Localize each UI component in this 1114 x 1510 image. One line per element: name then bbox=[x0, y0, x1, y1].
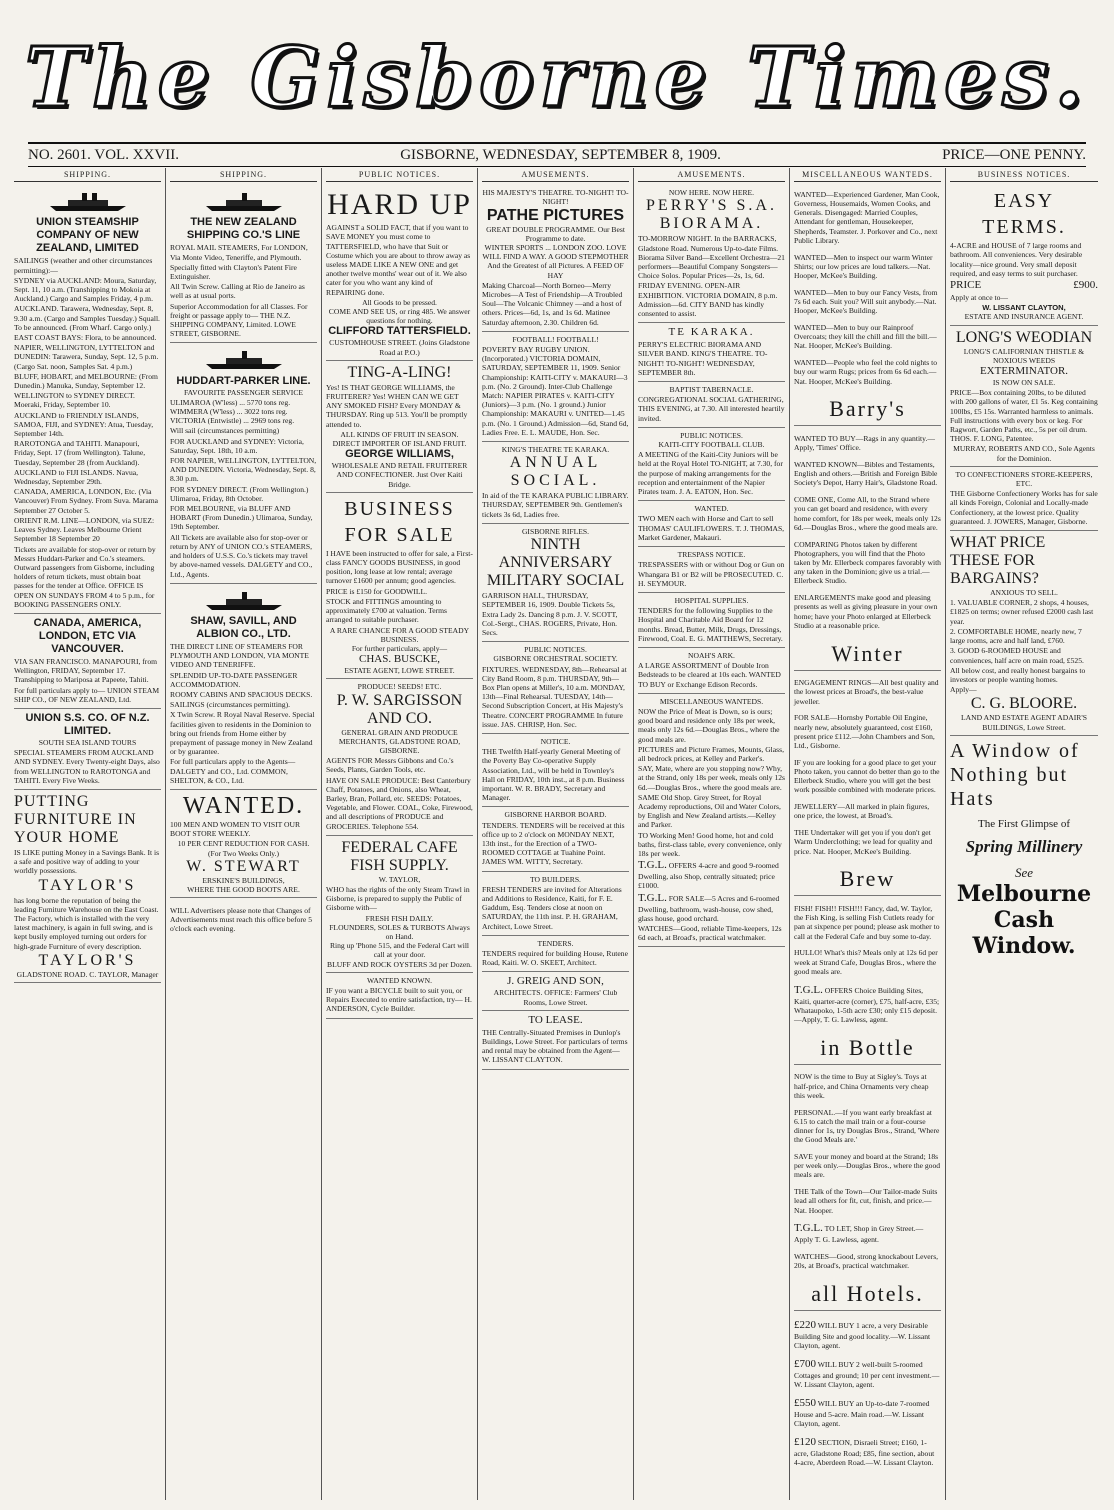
advertisers-notice: WILL Advertisers please note that Changes of Advertisements must reach this office before 5 o'clock each evening. bbox=[170, 905, 312, 934]
noahs-ark-notice bbox=[638, 648, 785, 694]
ad-heading: UNION S.S. CO. OF N.Z. LIMITED. bbox=[25, 711, 150, 737]
ad-text: Making Charcoal—North Borneo—Merry Microbes—A Test of Friendship—A Troubled Soul—The Volcanic Chimney —and a host of others. Prices—6d, 1s, and 1s 6d. Matinee Saturday afternoon, 2.30. Children 6d. bbox=[482, 280, 623, 327]
ad-text: ROYAL MAIL STEAMERS, For LONDON, Via Monte Video, Teneriffe, and Plymouth. bbox=[170, 243, 308, 262]
ad-text: 4-ACRE and HOUSE of 7 large rooms and bathroom. All conveniences. Very desirable locality—nice ground. Very small deposit required, and easy terms to suit purchaser. bbox=[950, 241, 1083, 278]
ad-subheading: KING'S THEATRE TE KARAKA. bbox=[501, 445, 610, 455]
column-heading: BUSINESS NOTICES. bbox=[950, 168, 1098, 182]
ad-text: In aid of the TE KARAKA PUBLIC LIBRARY. THURSDAY, SEPTEMBER 9th. Gentlemen's tickets 3s 6d, Ladies free. bbox=[482, 491, 629, 519]
ad-text: SAILINGS (circumstances permitting). bbox=[170, 700, 290, 710]
ad-text: Apply— bbox=[950, 685, 977, 695]
ad-text: MURRAY, ROBERTS AND CO., Sole Agents for the Dominion. bbox=[953, 444, 1095, 463]
ad-text: PERRY'S ELECTRIC BIORAMA AND SILVER BAND. KING'S THEATRE. TO-NIGHT! TO-NIGHT! WEDNESDAY, SEPTEMBER 8th. bbox=[638, 340, 768, 377]
ad-text: See bbox=[1014, 864, 1034, 880]
ad-text: All Twin Screw. Calling at Rio de Janeiro as well as at usual ports. bbox=[170, 282, 305, 301]
ad-heading: PUTTING FURNITURE IN YOUR HOME bbox=[14, 792, 137, 846]
trespass-notice bbox=[638, 547, 785, 593]
ad-text: WINTER SPORTS ... LONDON ZOO. LOVE WILL FIND A WAY. A GOOD STEPMOTHER bbox=[482, 243, 629, 262]
ad-text: AGENTS FOR Messrs Gibbons and Co.'s Seeds, Plants, Garden Tools, etc. bbox=[326, 756, 454, 775]
ad-subheading: GISBORNE RIFLES. bbox=[521, 526, 590, 536]
issue-number: NO. 2601. VOL. XXVII. bbox=[28, 146, 179, 163]
ad-text: GREAT DOUBLE PROGRAMME. Our Best Programme to date. bbox=[486, 224, 625, 243]
pathe-pictures-ad bbox=[482, 185, 629, 332]
ad-text: WILL BUY 2 well-built 5-roomed Cottages and ground; 10 per cent investment.—W. Lissant Clayton, agent. bbox=[794, 1359, 940, 1390]
price-figure: £700 bbox=[794, 1357, 816, 1370]
tgl-initials: T.G.L. bbox=[638, 859, 667, 872]
ad-text: FOR SALE—Hornsby Portable Oil Engine, nearly new, absolutely guaranteed, cost £160, present price £112.—John Chambers and Son, Ltd., Gisborne. bbox=[794, 713, 935, 751]
rifles-social-ad bbox=[482, 524, 629, 642]
ad-text: TO Working Men! Good home, hot and cold baths, first-class table, every convenience, only 18s per week. bbox=[638, 830, 782, 858]
ad-subheading: PRODUCE! SEEDS! ETC. bbox=[357, 682, 442, 692]
ad-heading: HARD UP bbox=[327, 188, 472, 222]
ad-address: ESTATE AND INSURANCE AGENT. bbox=[964, 312, 1084, 322]
ad-text: X Twin Screw. R Royal Naval Reserve. Special facilities given to residents in the Dominion to bring out friends from Home either by prepayment of passage money in New Zealand or by guarantee. bbox=[170, 710, 315, 757]
ad-text: GARRISON HALL, THURSDAY, SEPTEMBER 16, 1909. Double Tickets 5s, Extra Lady 2s. Dancing 8 p.m. J. V. SCOTT, Col.-Sergt., CHAS. ROGERS, Private, Hon. Secs. bbox=[482, 591, 618, 637]
price-line bbox=[950, 279, 1098, 292]
ad-text: A RARE CHANCE FOR A GOOD STEADY BUSINESS. bbox=[329, 625, 470, 644]
ad-heading: EXTERMINATOR. bbox=[979, 365, 1069, 378]
ad-text: IS LIKE putting Money in a Savings Bank. It is a safe and positive way of adding to your worldly possessions. bbox=[14, 847, 160, 876]
price-figure: £550 bbox=[794, 1396, 816, 1409]
ad-text: HAVE ON SALE PRODUCE: Best Canterbury Chaff, Potatoes, and Onions, also Wheat, Barley, Bran, Pollard, etc. SEEDS: Potatoes, Vegetable, and Flower. COAL, Coke, Firewood, and all descriptions of PRODUCE and GROCERIES. Telephone 554. bbox=[326, 775, 473, 831]
business-for-sale-ad bbox=[326, 493, 473, 679]
sargisson-ad bbox=[326, 679, 473, 835]
ad-text: Superior Accommodation for all Classes. For freight or passage apply to— THE N.Z. SHIPPING COMPANY, Limited. LOWE STREET, GISBORNE. bbox=[170, 301, 308, 339]
tattersfield-ad bbox=[326, 185, 473, 361]
ad-text: THE DIRECT LINE OF STEAMERS FOR PLYMOUTH AND LONDON, VIA MONTE VIDEO AND TENERIFFE. bbox=[170, 641, 309, 670]
ad-text: WILL BUY an Up-to-date 7-roomed House and 5-acre. Main road.—W. Lissant Clayton, agent. bbox=[794, 1398, 930, 1429]
ad-text: NAPIER, WELLINGTON, LYTTELTON and DUNEDIN: Tarawera, Sunday, Sept. 12, 5 p.m. (Cargo Sat. noon, Samples Sat. 4 p.m.) bbox=[14, 343, 159, 371]
nz-shipping-ad bbox=[170, 185, 317, 343]
melbourne-hats-ad bbox=[950, 736, 1098, 962]
tgl-initials: T.G.L. bbox=[638, 891, 667, 904]
ad-brand: TAYLOR'S bbox=[38, 876, 137, 894]
ad-text: IF you are looking for a good place to get your Photo taken, you cannot do better than go to the Ellerbeck Studio, where you will get the best work possible combined with moderate prices. bbox=[794, 757, 940, 795]
column-heading: AMUSEMENTS. bbox=[638, 168, 785, 182]
ad-heading: UNION STEAMSHIP COMPANY OF NEW ZEALAND, LIMITED bbox=[36, 216, 139, 255]
perrys-biorama-ad bbox=[638, 185, 785, 323]
union-steamship-ad bbox=[14, 185, 161, 614]
ad-heading: EASY TERMS. bbox=[982, 190, 1066, 239]
ad-text: WANTED KNOWN—Bibles and Testaments, English and others.—British and Foreign Bible Society's Depot, Harry Hair's, Gladstone Road. bbox=[794, 460, 938, 488]
ad-subheading: HIS MAJESTY'S THEATRE. TO-NIGHT! TO-NIGHT! bbox=[482, 188, 629, 207]
ad-text: BLUFF, HOBART, and MELBOURNE: (From Dunedin.) Manuka, Sunday, September 12. bbox=[14, 371, 158, 391]
ad-text: AUCKLAND. Tarawera, Wednesday, Sept. 8, 9.30 a.m. (Cargo and Samples Tuesday.) Squall. To be announced. (From Wharf. Cargo only.) bbox=[14, 304, 160, 332]
ad-text: FOR SALE—5 Acres and 6-roomed Dwelling, bathroom, wash-house, cow shed, glass house, good orchard. bbox=[638, 893, 780, 923]
ad-text: AUCKLAND to FIJI ISLANDS. Navua, Wednesday, September 29th. bbox=[14, 467, 139, 487]
ad-text: Apply at once to— bbox=[950, 293, 1008, 303]
column-heading: PUBLIC NOTICES. bbox=[326, 168, 473, 182]
ad-text: ULIMAROA (W'less) ... 5770 tons reg. WIMMERA (W'less) ... 3022 tons reg. VICTORIA (Entwistle) ... 2969 tons reg. bbox=[170, 397, 295, 426]
ad-brand: W. TAYLOR, bbox=[378, 874, 421, 884]
ad-address: GLADSTONE ROAD. C. TAYLOR, Manager bbox=[16, 969, 159, 979]
ad-text: A LARGE ASSORTMENT of Double Iron Bedsteads to be cleared at 10s each. WANTED TO BUY or Exchange Edison Records. bbox=[638, 661, 781, 689]
ad-text: (For Two Weeks Only.) bbox=[207, 848, 280, 858]
ad-text: THE Gisborne Confectionery Works has for sale all kinds Foreign, Colonial and Locally-made Confectionery, at the lowest price. Quality guaranteed. J. JOWERS, Manager, Gisborne. bbox=[950, 489, 1098, 526]
ad-text: 1. VALUABLE CORNER, 2 shops, 4 houses, £1825 on terms; owner refused £2000 cash last year. bbox=[950, 598, 1094, 626]
anderson-cycle-ad bbox=[326, 973, 473, 1019]
ad-text: EAST COAST BAYS: Flora, to be announced. bbox=[14, 333, 157, 343]
ad-heading: GISBORNE ORCHESTRAL SOCIETY. bbox=[493, 654, 618, 664]
price-label: PRICE bbox=[950, 279, 982, 292]
tgl-initials: T.G.L. bbox=[794, 983, 823, 996]
ad-text: FOR SYDNEY DIRECT. (From Wellington.) Ulimaroa, Friday, 8th October. bbox=[170, 484, 309, 503]
ad-address: CUSTOMHOUSE STREET. (Joins Gladstone Road at P.O.) bbox=[329, 338, 470, 357]
masthead bbox=[10, 18, 1104, 138]
confectioners-ad bbox=[950, 467, 1098, 531]
ad-text: WATCHES—Good, strong knockabout Levers, 20s, at Broad's, practical watchmaker. bbox=[794, 1252, 939, 1271]
longs-weodian-ad bbox=[950, 326, 1098, 467]
ad-heading: PATHE PICTURES bbox=[486, 206, 625, 224]
ad-brand: P. W. SARGISSON AND CO. bbox=[336, 691, 463, 727]
ad-text: AUCKLAND to FRIENDLY ISLANDS, SAMOA, FIJI, and SYDNEY: Atua, Tuesday, September 14th. bbox=[14, 410, 154, 439]
ad-text: FRESH TENDERS are invited for Alterations and Additions to Residence, Kaiti, for F. E. Gaddum, Esq. Tenders close at noon on SATURDAY, the 11th inst. P. H. GRAHAM, Architect, Lowe Street. bbox=[482, 884, 622, 931]
ad-heading: TE KARAKA. bbox=[668, 326, 755, 339]
ad-text: JEWELLERY—All marked in plain figures, one price, the lowest, at Broad's. bbox=[794, 802, 930, 821]
ad-text: TENDERS. TENDERS will be received at this office up to 2 o'clock on MONDAY NEXT, 13th inst., for the Erection of a TWO-ROOMED COTTAGE at Tuahine Point. JAMES WM. WITTY, Secretary. bbox=[482, 820, 625, 867]
ad-heading: TRESPASS NOTICE. bbox=[677, 550, 746, 560]
ad-heading: HUDDART-PARKER LINE. bbox=[176, 374, 311, 387]
ad-text: SECTION, Disraeli Street; £160, 1-acre, Gladstone Road; £85, fine section, about 4-acre, Aberdeen Road.—W. Lissant Clayton. bbox=[794, 1437, 935, 1468]
ad-text: All Tickets are available also for stop-over or return by ANY of UNION CO.'s STEAMERS, and holders of U.S.S. Co.'s tickets may travel by above-named vessels. DALGETY and CO., Ltd., Agents. bbox=[170, 532, 313, 579]
cooperative-notice bbox=[482, 734, 629, 807]
ad-subheading: FAVOURITE PASSENGER SERVICE bbox=[183, 387, 304, 397]
ad-text: TENDERS required for building House, Rutene Road, Kaiti. W. O. SKEET, Architect. bbox=[482, 949, 628, 968]
ad-brand: CHAS. BUSCKE, bbox=[359, 653, 440, 666]
section-heading: MISCELLANEOUS WANTEDS. bbox=[659, 696, 764, 706]
ad-tagline: WHERE THE GOOD BOOTS ARE. bbox=[187, 884, 300, 894]
ad-heading: Spring Millinery bbox=[965, 836, 1083, 856]
ad-heading: J. GREIG AND SON, bbox=[507, 975, 604, 988]
ad-heading: NOAH'S ARK. bbox=[688, 650, 735, 660]
ad-text: ENGAGEMENT RINGS—All best quality and the lowest prices at Broad's, the best-value jeweller. bbox=[794, 678, 939, 706]
in-bottle-banner: in Bottle bbox=[794, 1032, 941, 1065]
ad-text: THE Talk of the Town—Our Tailor-made Suits lead all others for fit, cut, finish, and price.—Nat. Hooper. bbox=[794, 1187, 938, 1215]
ad-text: BLUFF AND ROCK OYSTERS 3d per Dozen. bbox=[327, 959, 472, 969]
ad-text: PERSONAL.—If you want early breakfast at 6.15 to catch the mail train or a four-course dinner for 1s, try Douglas Bros., Strand, 'Where the Good Meals are.' bbox=[794, 1107, 940, 1145]
ad-brand: Melbourne Cash Window. bbox=[956, 880, 1092, 959]
ad-heading: HOSPITAL SUPPLIES. bbox=[674, 595, 749, 605]
ad-text: FRESH FISH DAILY. bbox=[365, 913, 434, 923]
column-shipping-2 bbox=[166, 168, 322, 1500]
ad-heading: A Window of Nothing but Hats bbox=[950, 739, 1080, 810]
ad-text: TENDERS for the following Supplies to the Hospital and Charitable Aid Board for 12 months. Bread, Butter, Milk, Drugs, Dressings, Firewood, Coal. E. G. MATTHEWS, Secretary. bbox=[638, 606, 783, 643]
ad-heading: TO LEASE. bbox=[528, 1013, 583, 1026]
ad-text: Will sail (circumstances permitting) bbox=[170, 426, 280, 436]
annual-social-ad bbox=[482, 442, 629, 524]
ad-subheading: ANXIOUS TO SELL. bbox=[990, 588, 1058, 598]
ad-text: ARCHITECTS. OFFICE: Farmers' Club Rooms, Lowe Street. bbox=[493, 988, 618, 1007]
ad-text: FISH! FISH!! FISH!!! Fancy, dad, W. Taylor, the Fish King, is selling Fish Cutlets ready for pan at sixpence per pound; please ask mother to call at the Federal Cafe and buy some to-day. bbox=[794, 904, 940, 941]
ad-subheading: LONG'S CALIFORNIAN THISTLE & NOXIOUS WEEDS bbox=[963, 346, 1085, 365]
ad-text: 10 PER CENT REDUCTION FOR CASH. bbox=[177, 839, 310, 849]
ad-heading: LONG'S WEODIAN bbox=[955, 328, 1093, 346]
ad-heading: FEDERAL CAFE FISH SUPPLY. bbox=[341, 838, 458, 874]
ad-text: WATCHES—Good, reliable Time-keepers, 12s 6d each, at Broad's, practical watchmaker. bbox=[638, 924, 782, 943]
ad-heading: FOOTBALL! FOOTBALL! bbox=[512, 334, 599, 344]
ad-heading: WANTED. bbox=[182, 792, 305, 819]
wanted-notice bbox=[638, 501, 785, 547]
ad-subheading: SOUTH SEA ISLAND TOURS bbox=[38, 737, 137, 747]
ad-heading: PERRY'S S.A. BIORAMA. bbox=[646, 197, 777, 233]
column-business-notices bbox=[946, 168, 1102, 1500]
ad-text: WANTED TO BUY—Rags in any quantity.—Apply, 'Times' Office. bbox=[794, 434, 935, 453]
ad-text: NOW the Price of Meat is Down, so is ours; good board and residence only 18s per week, meals only 12s 6d.—Douglas Bros., where the good meals are. bbox=[638, 706, 780, 744]
column-shipping-1 bbox=[10, 168, 166, 1500]
ad-text: Tickets are available for stop-over or return by Messrs Huddart-Parker and Co.'s steamers. Outward passengers from Gisborne, including holders of return tickets, must obtain boat passes for the tender at Office. OFFICE IS OPEN ON SUNDAYS FROM 4 to 5 p.m., for BOOKING PASSENGERS ONLY. bbox=[14, 544, 156, 609]
orchestral-society-notice bbox=[482, 642, 629, 734]
ad-heading: SHAW, SAVILL, AND ALBION CO., LTD. bbox=[190, 614, 297, 640]
ad-text: SAILINGS (weather and other circumstances permitting):— bbox=[14, 256, 153, 275]
greig-architects-ad bbox=[482, 972, 629, 1010]
ad-text: ENLARGEMENTS make good and pleasing presents as well as giving pleasure in your own home; have your Photo enlarged at Ellerbeck Studio at a reasonable price. bbox=[794, 593, 938, 630]
ad-text: FOR MELBOURNE, via BLUFF AND HOBART (From Dunedin.) Ulimaroa, Sunday, 19th September. bbox=[170, 504, 313, 532]
ad-text: SAY, Mate, where are you stopping now? Why, at the Strand, only 18s per week, meals only 12s 6d.—Douglas Bros., where the good meals are. bbox=[638, 764, 785, 792]
ad-brand: W. STEWART bbox=[186, 857, 301, 875]
ad-text: For full particulars apply to— UNION STEAM SHIP CO., OF NEW ZEALAND, Ltd. bbox=[14, 685, 160, 704]
ad-text: FOR NAPIER, WELLINGTON, LYTTELTON, AND DUNEDIN. Victoria, Wednesday, Sept. 8, 8.30 p.m. bbox=[170, 456, 317, 484]
ad-text: COME ONE, Come All, to the Strand where you can get board and residence, with every home comfort, for 18s per week, meals only 12s 6d.—Douglas Bros., where the good meals are. bbox=[794, 495, 941, 532]
ad-text: All below cost, and really honest bargains to investors or people wanting homes. bbox=[950, 665, 1086, 684]
section-heading: PUBLIC NOTICES. bbox=[524, 645, 587, 655]
ad-text: OFFERS 4-acre and good 9-roomed Dwelling, also Shop, centrally situated; price £1000. bbox=[638, 861, 779, 891]
ad-text: FOR AUCKLAND and SYDNEY: Victoria, Saturday, Sept. 18th, 10 a.m. bbox=[170, 436, 304, 455]
issue-date: GISBORNE, WEDNESDAY, SEPTEMBER 8, 1909. bbox=[400, 146, 721, 163]
ad-text: CONGREGATIONAL SOCIAL GATHERING, THIS EVENING, at 7.30. All interested heartily invited. bbox=[638, 395, 785, 423]
steamship-icon bbox=[204, 348, 284, 370]
column-public-notices bbox=[322, 168, 478, 1500]
tgl-initials: T.G.L. bbox=[794, 1222, 823, 1235]
price-figure: £120 bbox=[794, 1435, 816, 1448]
ad-text: SYDNEY via AUCKLAND: Moura, Saturday, Sept. 11, 10 a.m. (Transhipping to Mokoia at Auckland.) Cargo and Samples Friday, 4 p.m. bbox=[14, 275, 157, 304]
ad-text: PRICE—Box containing 20lbs, to be diluted with 200 gallons of water, £1 5s. Keg containing 100lbs, £5 15s. Warranted harmless to animals. Full instructions with every box or keg. For Ragwort, Garden Paths, etc., 5s per oil drum. THOS. F. LONG, Patentee. bbox=[950, 388, 1098, 444]
ad-brand: TAYLOR'S bbox=[38, 951, 137, 969]
column-heading: AMUSEMENTS. bbox=[482, 168, 629, 182]
ad-heading: TO CONFECTIONERS STORE-KEEPERS, ETC. bbox=[955, 469, 1093, 489]
ad-heading: TENDERS. bbox=[537, 938, 574, 948]
ad-heading: THE NEW ZEALAND SHIPPING CO.'S LINE bbox=[186, 216, 301, 242]
hospital-supplies-notice bbox=[638, 593, 785, 648]
ad-text: And the Greatest of all Pictures. A FEED OF HAY bbox=[487, 261, 624, 280]
george-williams-ad bbox=[326, 361, 473, 493]
ad-text: THE Twelfth Half-yearly General Meeting of the Poverty Bay Co-operative Supply Association, Ltd., will be held in Townley's Hall on FRIDAY, 10th inst., at 8 p.m. Business important. W. R. BRADY, Secretary and Manager. bbox=[482, 747, 625, 803]
ad-text: TWO MEN each with Horse and Cart to sell THOMAS' CAULIFLOWERS. T. J. THOMAS, Market Gardener, Makauri. bbox=[638, 514, 785, 542]
ad-text: SPECIAL STEAMERS FROM AUCKLAND AND SYDNEY. Every Twenty-eight Days, also from WELLINGTON to RAROTONGA and TAHITI. Every Five Weeks. bbox=[14, 748, 160, 785]
ad-text: THE Centrally-Situated Premises in Dunlop's Buildings, Lowe Street. For particulars of terms and rental may be obtained from the Agent— W. LISSANT CLAYTON. bbox=[482, 1027, 628, 1065]
column-amusements-1 bbox=[478, 168, 634, 1500]
ad-text: CANADA, AMERICA, LONDON, Etc. (Via Vancouver) From Sydney. From Suva. Marama September 27 October 5. bbox=[14, 487, 158, 515]
taylors-furniture-ad bbox=[14, 790, 161, 983]
ad-address: GENERAL GRAIN AND PRODUCE MERCHANTS, GLADSTONE ROAD, GISBORNE. bbox=[338, 727, 461, 755]
ad-text: FIXTURES. WEDNESDAY, 8th—Rehearsal at City Band Room, 8 p.m. THURSDAY, 9th—Box Plan opens at Miller's, 10 a.m. MONDAY, 13th—Final Rehearsal. TUESDAY, 14th—Second Subscription Concert, at His Majesty's Theatre. CONCERT PROGRAMME In future issue. JAS. CHRISP, Hon. Sec. bbox=[482, 664, 627, 729]
column-heading: MISCELLANEOUS WANTEDS. bbox=[794, 168, 941, 182]
ad-text: COME AND SEE US, or ring 485. We answer questions for nothing. bbox=[328, 307, 471, 326]
ad-subheading: The First Glimpse of bbox=[978, 817, 1070, 830]
ad-text: For full particulars apply to the Agents— DALGETY and CO., Ltd. COMMON, SHELTON, & CO., Ltd. bbox=[170, 757, 296, 785]
issue-price: PRICE—ONE PENNY. bbox=[942, 146, 1086, 163]
ad-text: STOCK and FITTINGS amounting to approximately £700 at valuation. Terms arranged to suitable purchaser. bbox=[326, 596, 448, 625]
ad-text: WELLINGTON to SYDNEY DIRECT. Moeraki, Friday, September 10. bbox=[14, 391, 135, 410]
steamship-icon bbox=[48, 190, 128, 212]
steamship-icon bbox=[204, 190, 284, 212]
ad-heading: ANNUAL SOCIAL. bbox=[509, 454, 602, 490]
miscellaneous-wanteds bbox=[638, 694, 785, 948]
ad-text: RAROTONGA and TAHITI. Manapouri, Friday, Sept. 17 (from Wellington). Talune, Tuesday, September 28 (from Auckland). bbox=[14, 439, 146, 467]
ad-address: WHOLESALE AND RETAIL FRUITERER AND CONFECTIONER. Just Over Kaiti Bridge. bbox=[331, 461, 468, 489]
column-heading: SHIPPING. bbox=[170, 168, 317, 182]
federal-cafe-ad bbox=[326, 836, 473, 973]
steamship-icon bbox=[204, 589, 284, 611]
ad-text: OFFERS Choice Building Sites, Kaiti, quarter-acre (corner), £75, half-acre, £35; Whataupoko, 1-5th acre £30; only £15 deposit.—Apply, T. G. Lawless, agent. bbox=[794, 985, 940, 1025]
ad-heading: WANTED. bbox=[694, 504, 729, 514]
ad-text: For further particulars, apply— bbox=[351, 643, 448, 653]
price-figure: £220 bbox=[794, 1318, 816, 1331]
price-value: £900. bbox=[1073, 279, 1098, 292]
ad-text: I HAVE been instructed to offer for sale, a First-class FANCY GOODS BUSINESS, in good position, long lease at low rental; average turnover £1600 per annum; good agencies. bbox=[326, 548, 473, 586]
ad-text: IS NOW ON SALE. bbox=[992, 378, 1056, 388]
newspaper-title: The Gisborne Times. bbox=[24, 30, 1090, 126]
all-hotels-banner: all Hotels. bbox=[794, 1278, 941, 1311]
ad-text: ALL KINDS OF FRUIT IN SEASON. bbox=[340, 429, 459, 439]
ad-text: WILL BUY 1 acre, a very Desirable Building Site and good locality.—W. Lissant Clayton, agent. bbox=[794, 1320, 931, 1351]
island-tours-ad bbox=[14, 709, 161, 790]
tenders-notice bbox=[482, 936, 629, 973]
ad-text: 3. GOOD 6-ROOMED HOUSE and conveniences, half acre on main road, £525. bbox=[950, 646, 1084, 665]
ad-text: PICTURES and Picture Frames, Mounts, Glass, all bedrock prices, at Kelley and Parker's. bbox=[638, 744, 784, 763]
te-karaka-ad bbox=[638, 323, 785, 382]
column-misc-wanteds bbox=[790, 168, 946, 1500]
harbor-board-tenders bbox=[482, 807, 629, 871]
shaw-savill-ad bbox=[170, 584, 317, 790]
football-ad bbox=[482, 332, 629, 442]
ad-text: SAME Old Shop. Grey Street, for Royal Academy reproductions, Oil and Water Colors, by English and New Zealand artists.—Kelley and Parker. bbox=[638, 792, 781, 830]
ad-heading: BAPTIST TABERNACLE. bbox=[669, 385, 754, 395]
columns bbox=[10, 168, 1104, 1500]
ad-text: TO LET, Shop in Grey Street.—Apply T. G. Lawless, agent. bbox=[794, 1224, 924, 1245]
ad-text: TO-MORROW NIGHT. In the BARRACKS, Gladstone Road. Numerous Up-to-date Films. Biorama Silver Band—Excellent Orchestra—21 performers—Beautiful Company Songsters—Choice Solos. Popular Prices—2s, 1s, 6d. bbox=[638, 234, 785, 281]
to-builders-notice bbox=[482, 872, 629, 936]
column-heading: SHIPPING. bbox=[14, 168, 161, 182]
ad-heading: TO BUILDERS. bbox=[530, 874, 581, 884]
ad-heading: WHAT PRICE THESE FOR BARGAINS? bbox=[950, 534, 1046, 588]
kaiti-city-football-notice bbox=[638, 428, 785, 501]
ad-address: ESTATE AGENT, LOWE STREET. bbox=[344, 666, 455, 676]
ad-brand: GEORGE WILLIAMS, bbox=[345, 448, 454, 461]
ad-heading: KAITI-CITY FOOTBALL CLUB. bbox=[658, 440, 765, 450]
stewart-boots-ad bbox=[170, 790, 317, 898]
ad-heading: WANTED KNOWN. bbox=[367, 975, 432, 985]
ad-text: COMPARING Photos taken by different Photographers, you will find that the Photo taken by Mr. Ellerbeck compares favorably with any taken in the Dominion; give us a trial.—Ellerbeck Studio. bbox=[794, 539, 941, 586]
ad-text: has long borne the reputation of being the leading Furniture Warehouse on the East Coast. The Factory, which is installed with the very latest machinery, is again in full swing, and is kept busily employed turning out orders for high-grade Furniture of every description. bbox=[14, 895, 159, 951]
ad-text: Specially fitted with Clayton's Patent Fire Extinguisher. bbox=[170, 262, 297, 282]
ad-text: All Goods to be pressed. bbox=[362, 297, 437, 307]
ad-heading: CANADA, AMERICA, LONDON, ETC VIA VANCOUVER. bbox=[33, 616, 142, 655]
baptist-tabernacle-ad bbox=[638, 382, 785, 428]
ad-text: FLOUNDERS, SOLES & TURBOTS Always on Hand. bbox=[329, 922, 470, 941]
ad-text: FRIDAY EVENING. OPEN-AIR EXHIBITION. VICTORIA DOMAIN, 8 p.m. Admission—6d. CITY BAND has kindly consented to assist. bbox=[638, 281, 778, 319]
easy-terms-ad bbox=[950, 185, 1098, 325]
huddart-parker-ad bbox=[170, 343, 317, 583]
ad-heading: GISBORNE HARBOR BOARD. bbox=[504, 810, 607, 820]
ad-text: ORIENT R.M. LINE—LONDON, via SUEZ: Leaves Sydney. Leaves Melbourne Orient September 18 September 20 bbox=[14, 515, 155, 544]
ad-text: A MEETING of the Kaiti-City Juniors will be held at the Royal Hotel TO-NIGHT, at 7.30, for the purpose of making arrangements for the reception and entertainment of the Napier Pirates team. J. A. EATON, Hon. Sec. bbox=[638, 450, 783, 497]
ad-text: WANTED—Men to buy our Rainproof Overcoats; they kill the chill and fill the bill.—Nat. Hooper, McKee's Building. bbox=[794, 323, 937, 351]
ad-subheading: NOW HERE. NOW HERE. bbox=[668, 188, 755, 198]
ad-address: LAND AND ESTATE AGENT ADAIR'S BUILDINGS, Lowe Street. bbox=[961, 713, 1087, 732]
to-lease-ad bbox=[482, 1011, 629, 1070]
ad-brand: W. LISSANT CLAYTON, bbox=[982, 303, 1066, 313]
ad-heading: BUSINESS FOR SALE bbox=[344, 497, 455, 546]
dateline bbox=[28, 142, 1086, 167]
ad-text: ROOMY CABINS AND SPACIOUS DECKS. bbox=[170, 689, 313, 699]
bloore-bargains-ad bbox=[950, 531, 1098, 736]
ad-text: POVERTY BAY RUGBY UNION. (Incorporated.) VICTORIA DOMAIN, SATURDAY, SEPTEMBER 11, 1909. Senior Championship: KAITI-CITY v. MAKAURI—3 p.m. (No. 2 Ground). Inter-Club Challenge Match: NAPIER PIRATES v. KAITI-CITY (Juniors)—3 p.m. (No. 1 ground.) Junior Championship: MAKAURI v. UNITED—1.45 p.m. (No. 1 Ground.) Admission—6d, Stand 6d, Ladies Free. E. L. MAUDE, Hon. Sec. bbox=[482, 345, 629, 437]
ad-text: DIRECT IMPORTER OF ISLAND FRUIT. bbox=[332, 439, 467, 449]
ad-brand: C. G. BLOORE. bbox=[970, 695, 1078, 713]
ad-text: 100 MEN AND WOMEN TO VISIT OUR BOOT STORE WEEKLY. bbox=[170, 819, 301, 839]
ad-text: 2. COMFORTABLE HOME, nearly new, 7 large rooms, acre and half land, £760. bbox=[950, 626, 1082, 646]
brew-banner: Brew bbox=[794, 863, 941, 896]
ad-heading: NOTICE. bbox=[540, 736, 571, 746]
ad-text: WANTED—Experienced Gardener, Man Cook, Governess, Housemaids, Women Cooks, and Generals. Disengaged: Married Couples, Attendant for gentleman, Housekeeper, Shepherds, Teamster. J. Porkover and Co., next Public Library. bbox=[794, 189, 940, 245]
ad-text: HULLO! What's this? Meals only at 12s 6d per week at Strand Cafe, Douglas Bros., where the good meals are. bbox=[794, 948, 938, 976]
ad-text: THE Undertaker will get you if you don't get Warm Underclothing; we lead for quality and price. Nat. Hooper, McKee's Building. bbox=[794, 828, 933, 856]
ad-text: WANTED—People who feel the cold nights to buy our warm Rugs; prices from 6s 6d each.—Nat. Hooper, McKee's Building. bbox=[794, 358, 937, 386]
ad-heading: TING-A-LING! bbox=[347, 363, 452, 381]
section-heading: PUBLIC NOTICES. bbox=[680, 430, 743, 440]
column-amusements-2 bbox=[634, 168, 790, 1500]
ad-text: WANTED—Men to inspect our warm Winter Shirts; our low prices are loud talkers.—Nat. Hooper, McKee's Building. bbox=[794, 252, 933, 281]
ad-text: IF you want a BICYCLE built to suit you, or Repairs Executed to entire satisfaction, try— H. ANDERSON, Cycle Builder. bbox=[326, 985, 472, 1014]
ad-text: SAVE your money and board at the Strand; 18s per week only.—Douglas Bros., where the good meals are. bbox=[794, 1152, 941, 1180]
ad-text: NOW is the time to Buy at Sigley's. Toys at half-price, and China Ornaments very cheap this week. bbox=[794, 1072, 929, 1100]
ad-text: WHO has the rights of the only Steam Trawl in Gisborne, is prepared to supply the Public of Gisborne with— bbox=[326, 884, 470, 913]
ad-text: WANTED—Men to buy our Fancy Vests, from 7s 6d each. Suit you? Will suit anybody.—Nat. Hooper, McKee's Building. bbox=[794, 287, 938, 316]
ad-text: Ring up 'Phone 515, and the Federal Cart will call at your door. bbox=[329, 941, 470, 960]
barrys-banner: Barry's bbox=[794, 393, 941, 426]
canada-route-ad bbox=[14, 614, 161, 709]
ad-text: Yes! IS THAT GEORGE WILLIAMS, the FRUITERER? Yes! WHEN CAN WE GET ANY SMOKED FISH? Every MONDAY & THURSDAY. Ring up 513. You'll be promptly attended to. bbox=[326, 382, 468, 429]
ad-text: SPLENDID UP-TO-DATE PASSENGER ACCOMMODATION. bbox=[170, 670, 298, 689]
ad-text: TRESPASSERS with or without Dog or Gun on Whangara B1 or B2 will be PROSECUTED. C. H. SEYMOUR. bbox=[638, 560, 785, 588]
ad-address: ERSKINE'S BUILDINGS, bbox=[202, 875, 285, 885]
ad-text: PRICE is £150 for GOODWILL. bbox=[326, 586, 428, 596]
ad-heading: NINTH ANNIVERSARY MILITARY SOCIAL bbox=[486, 536, 625, 590]
winter-banner: Winter bbox=[794, 638, 941, 671]
ad-brand: CLIFFORD TATTERSFIELD. bbox=[328, 325, 471, 338]
ad-text: AGAINST a SOLID FACT, that if you want to SAVE MONEY you must come to TATTERSFIELD, who have that Suit or Costume which you are about to throw away as useless MADE LIKE A NEW ONE and get another twelve months' wear out of it. We also cater for you who want any kind of REPAIRING done. bbox=[326, 223, 471, 297]
ad-text: VIA SAN FRANCISCO. MANAPOURI, from Wellington, FRIDAY, September 17. Transhipping to Mariposa at Papeete, Tahiti. bbox=[14, 656, 158, 685]
